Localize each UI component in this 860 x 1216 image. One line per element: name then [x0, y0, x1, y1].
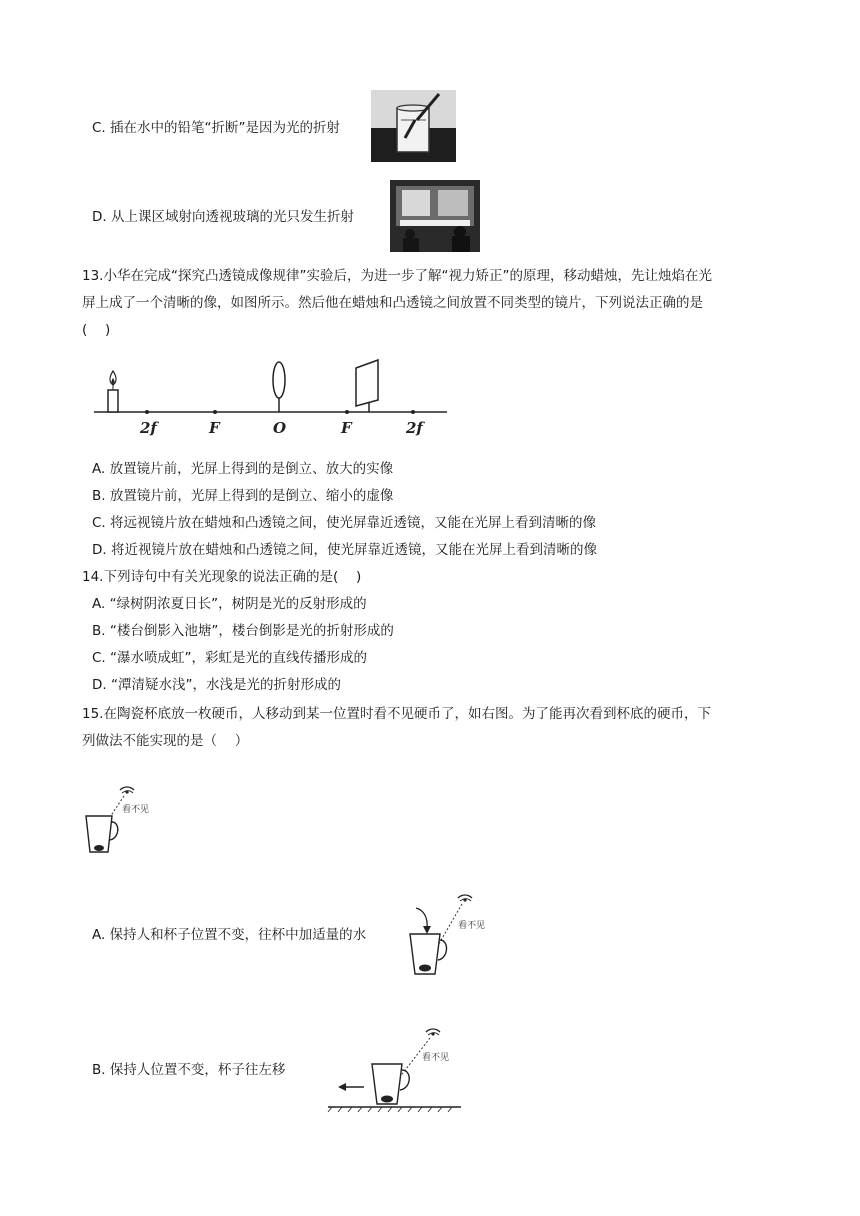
q13-option-c: C. 将远视镜片放在蜡烛和凸透镜之间，使光屏靠近透镜，又能在光屏上看到清晰的像	[92, 515, 597, 531]
q13-stem-line1: 13.小华在完成“探究凸透镜成像规律”实验后，为进一步了解“视力矫正”的原理，移动蜡烛，先让烛焰在光	[82, 268, 712, 284]
water-pour-arrow	[416, 908, 427, 928]
q15-option-a: A. 保持人和杯子位置不变，往杯中加适量的水	[92, 927, 367, 943]
pencil-in-water-photo	[371, 90, 456, 162]
q13-option-b: B. 放置镜片前，光屏上得到的是倒立、缩小的虚像	[92, 488, 394, 504]
eye-icon	[120, 787, 134, 794]
cup-icon	[410, 934, 447, 974]
q13-option-a: A. 放置镜片前，光屏上得到的是倒立、放大的实像	[92, 461, 394, 477]
q13-option-d: D. 将近视镜片放在蜡烛和凸透镜之间，使光屏靠近透镜，又能在光屏上看到清晰的像	[92, 542, 597, 558]
axis-label-2f-left: 2f	[140, 419, 157, 437]
q15-option-b: B. 保持人位置不变，杯子往左移	[92, 1062, 286, 1078]
convex-lens-icon	[273, 362, 285, 412]
classroom-glass-photo	[390, 180, 480, 252]
eye-icon	[458, 895, 472, 902]
not-visible-label: 看不见	[122, 805, 150, 815]
q14-stem: 14.下列诗句中有关光现象的说法正确的是( )	[82, 569, 362, 585]
coin-icon	[94, 845, 104, 851]
coin-icon	[381, 1096, 393, 1103]
q12-option-d: D. 从上课区域射向透视玻璃的光只发生折射	[92, 209, 354, 225]
axis-label-o: O	[273, 419, 287, 437]
q13-stem-line3: ( )	[82, 322, 111, 338]
q14-option-a: A. “绿树阴浓夏日长”，树阴是光的反射形成的	[92, 596, 367, 612]
q15-stem-line2: 列做法不能实现的是（ ）	[82, 733, 249, 749]
candle-icon	[108, 371, 118, 412]
q14-option-d: D. “潭清疑水浅”，水浅是光的折射形成的	[92, 677, 341, 693]
add-water-figure	[402, 888, 497, 978]
eye-icon	[426, 1029, 440, 1036]
not-visible-label: 看不见	[422, 1053, 450, 1063]
cup-icon	[86, 816, 118, 852]
light-screen-icon	[356, 360, 378, 412]
axis-label-f-right: F	[341, 419, 352, 437]
left-arrow-icon	[338, 1083, 364, 1091]
move-cup-left-figure	[326, 1020, 476, 1115]
q12-option-c: C. 插在水中的铅笔“折断”是因为光的折射	[92, 120, 340, 136]
cup-icon	[372, 1064, 409, 1104]
axis-label-f-left: F	[209, 419, 220, 437]
ground-surface	[328, 1107, 461, 1112]
coin-icon	[419, 965, 431, 972]
axis-label-2f-right: 2f	[406, 419, 423, 437]
q14-option-b: B. “楼台倒影入池塘”，楼台倒影是光的折射形成的	[92, 623, 394, 639]
q14-option-c: C. “瀑水喷成虹”，彩虹是光的直线传播形成的	[92, 650, 367, 666]
not-visible-label: 看不见	[458, 921, 486, 931]
q15-stem-line1: 15.在陶瓷杯底放一枚硬币，人移动到某一位置时看不见硬币了，如右图。为了能再次看到杯底的硬币，下	[82, 706, 711, 722]
optical-bench-diagram	[92, 358, 452, 440]
q13-stem-line2: 屏上成了一个清晰的像，如图所示。然后他在蜡烛和凸透镜之间放置不同类型的镜片，下列说法正确的是	[82, 295, 703, 311]
cup-coin-figure	[80, 780, 170, 860]
